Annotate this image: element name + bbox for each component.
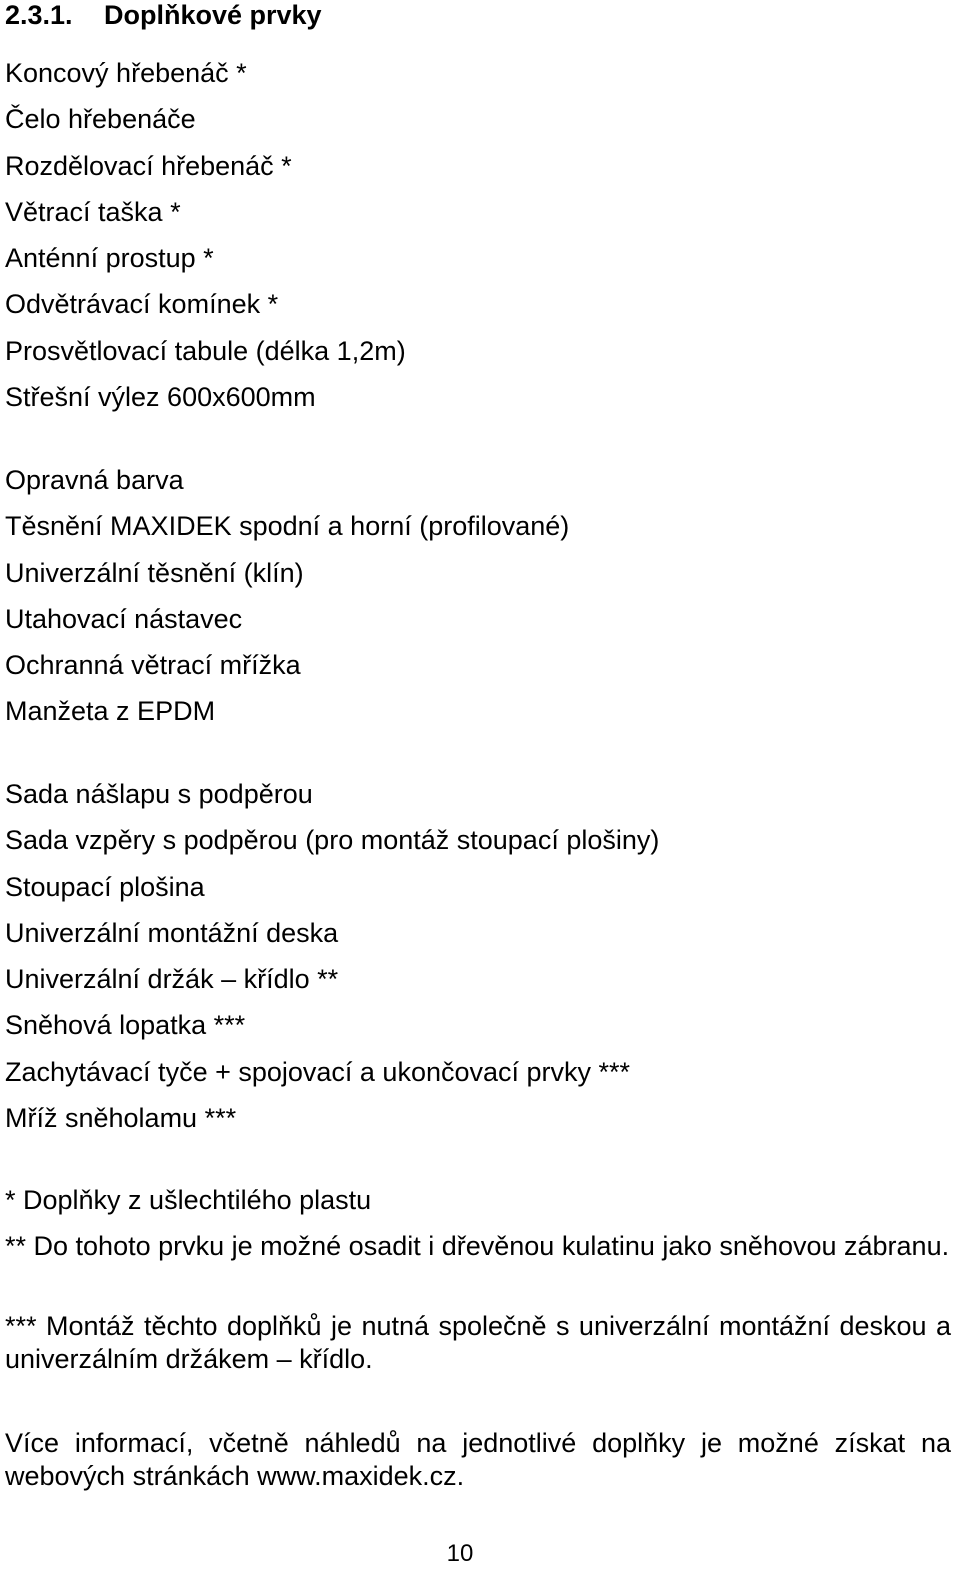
more-info-paragraph: Více informací, včetně náhledů na jednotlivé doplňky je možné získat na webových stránkách www.maxidek.cz. bbox=[5, 1428, 951, 1491]
list-item: Čelo hřebenáče bbox=[5, 104, 196, 135]
accessory-list-roofing bbox=[5, 50, 406, 420]
list-item: Sněhová lopatka *** bbox=[5, 1010, 246, 1041]
footnote-single-star: * Doplňky z ušlechtilého plastu bbox=[5, 1185, 372, 1215]
list-item: Odvětrávací komínek * bbox=[5, 289, 279, 320]
section-number: 2.3.1. bbox=[5, 0, 73, 30]
list-item: Koncový hřebenáč * bbox=[5, 58, 247, 88]
list-item: Sada vzpěry s podpěrou (pro montáž stoupací plošiny) bbox=[5, 825, 660, 856]
footnote-double-star: ** Do tohoto prvku je možné osadit i dřevěnou kulatinu jako sněhovou zábranu. bbox=[5, 1231, 950, 1261]
list-item: Zachytávací tyče + spojovací a ukončovací prvky *** bbox=[5, 1056, 631, 1087]
footnote-triple-star: *** Montáž těchto doplňků je nutná společně s univerzální montážní deskou a univerzálním držákem – křídlo. bbox=[5, 1311, 951, 1374]
list-item: Střešní výlez 600x600mm bbox=[5, 382, 316, 413]
list-item: Ochranná větrací mřížka bbox=[5, 650, 301, 681]
list-item: Anténní prostup * bbox=[5, 243, 214, 274]
list-item: Rozdělovací hřebenáč * bbox=[5, 150, 292, 181]
list-item: Mříž sněholamu *** bbox=[5, 1103, 237, 1134]
list-item: Větrací taška * bbox=[5, 196, 181, 227]
list-item: Prosvětlovací tabule (délka 1,2m) bbox=[5, 335, 406, 366]
list-item: Opravná barva bbox=[5, 465, 184, 495]
accessory-list-sealing bbox=[5, 457, 569, 735]
list-item: Manžeta z EPDM bbox=[5, 696, 216, 727]
list-item: Univerzální držák – křídlo ** bbox=[5, 964, 339, 995]
accessory-list-safety bbox=[5, 771, 659, 1141]
list-item: Utahovací nástavec bbox=[5, 603, 243, 634]
section-title: Doplňkové prvky bbox=[104, 0, 322, 30]
section-heading bbox=[5, 0, 322, 30]
list-item: Sada nášlapu s podpěrou bbox=[5, 779, 313, 809]
page-number: 10 bbox=[446, 1540, 474, 1567]
list-item: Univerzální těsnění (klín) bbox=[5, 557, 304, 588]
list-item: Těsnění MAXIDEK spodní a horní (profilované) bbox=[5, 511, 570, 542]
list-item: Stoupací plošina bbox=[5, 871, 205, 902]
list-item: Univerzální montážní deska bbox=[5, 917, 339, 948]
